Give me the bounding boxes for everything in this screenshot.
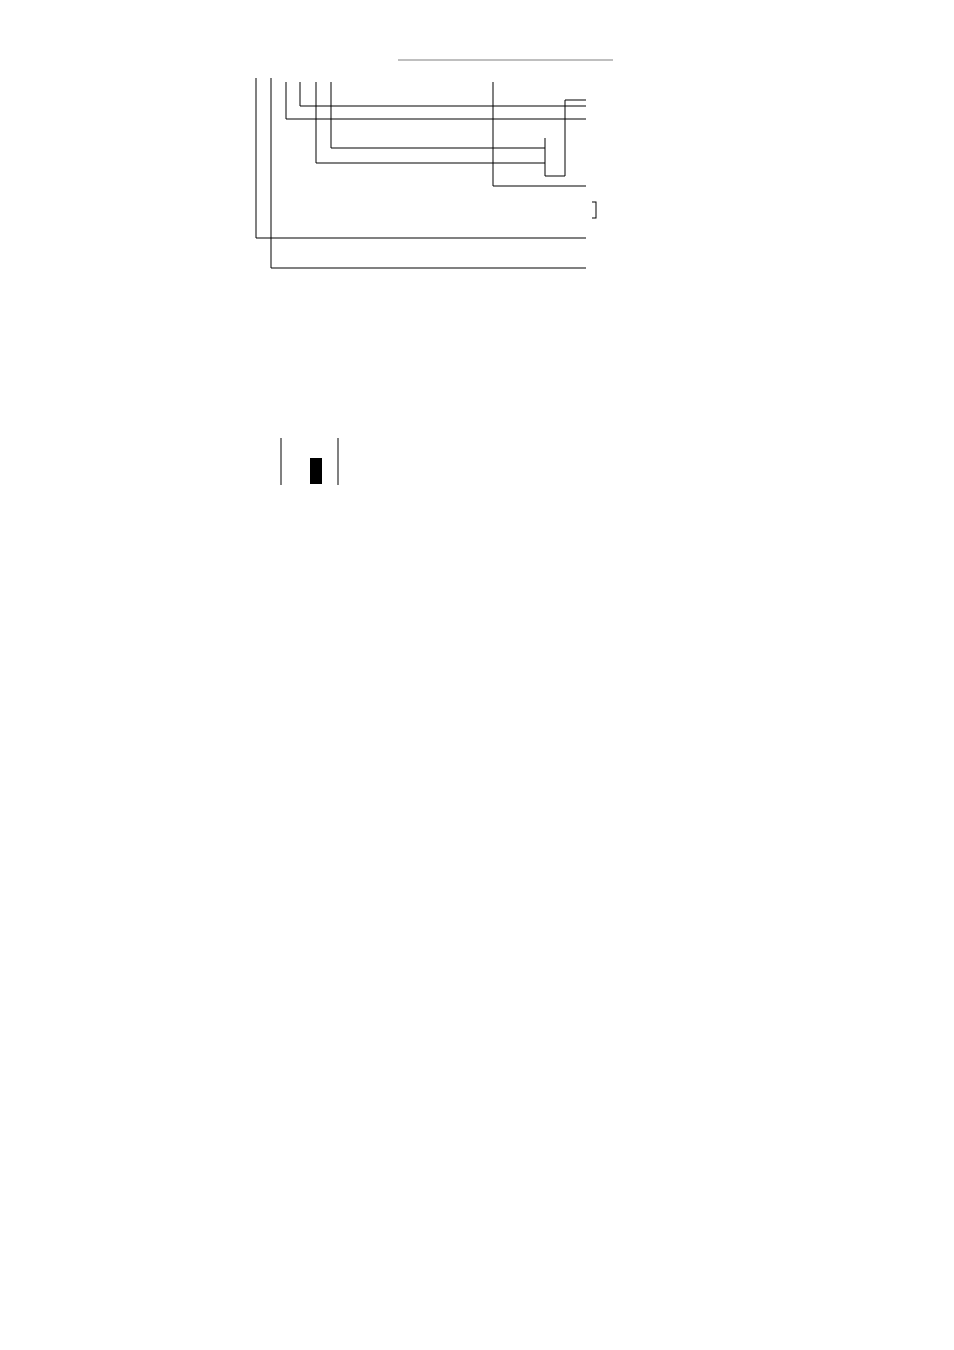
- wiring-lines: [256, 60, 613, 268]
- wiring-diagram: [0, 0, 954, 300]
- jumper-cap: [310, 458, 322, 484]
- jumper-diagram: [240, 410, 360, 490]
